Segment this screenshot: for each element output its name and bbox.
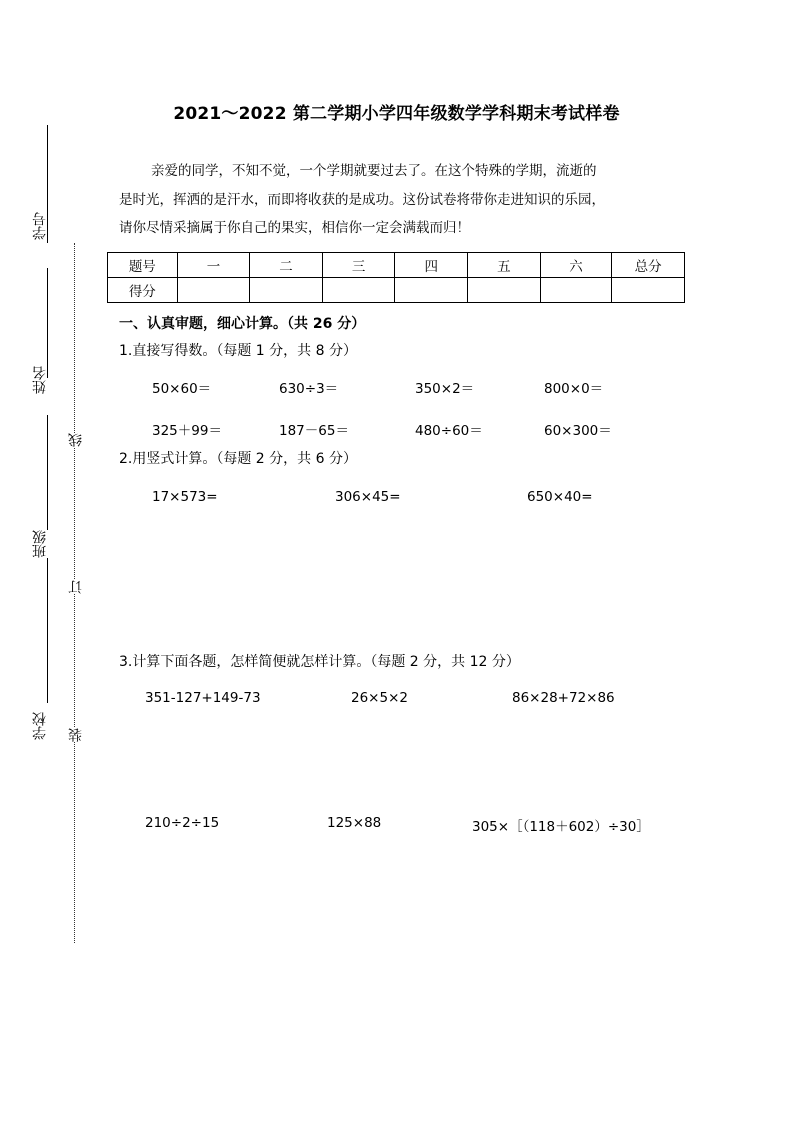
score-cell[interactable] — [468, 278, 541, 303]
score-table-score-row — [108, 278, 685, 303]
intro-line-2: 是时光，挥洒的是汗水，而即将收获的是成功。这份试卷将带你走进知识的乐园， — [119, 192, 605, 208]
intro-line-1: 亲爱的同学，不知不觉，一个学期就要过去了。在这个特殊的学期，流逝的 — [151, 163, 597, 179]
problem: 306×45= — [335, 489, 401, 505]
class-line — [47, 415, 48, 530]
score-cell[interactable] — [177, 278, 250, 303]
problem: 187－65＝ — [279, 423, 349, 439]
problem: 325＋99＝ — [152, 423, 222, 439]
section-1-title: 一、认真审题，细心计算。（共 26 分） — [119, 316, 366, 332]
intro-line-3: 请你尽情采摘属于你自己的果实，相信你一定会满载而归！ — [119, 220, 470, 236]
question-3-title: 3.计算下面各题，怎样简便就怎样计算。（每题 2 分，共 12 分） — [119, 654, 520, 670]
problem: 86×28+72×86 — [512, 690, 615, 706]
score-cell[interactable] — [322, 278, 395, 303]
name-label: 姓名 — [32, 366, 48, 394]
question-1-title: 1.直接写得数。（每题 1 分，共 8 分） — [119, 343, 357, 359]
score-row-label: 得分 — [108, 278, 178, 303]
page-title: 2021～2022 第二学期小学四年级数学学科期末考试样卷 — [173, 104, 620, 124]
score-table — [107, 252, 685, 303]
table-header: 一 — [177, 253, 250, 278]
score-table-header-row — [108, 253, 685, 278]
class-label: 班级 — [32, 530, 48, 558]
table-header: 二 — [250, 253, 323, 278]
table-header: 总分 — [612, 253, 685, 278]
question-2-title: 2.用竖式计算。（每题 2 分，共 6 分） — [119, 451, 357, 467]
problem: 210÷2÷15 — [145, 815, 220, 831]
school-line — [47, 558, 48, 703]
problem: 26×5×2 — [351, 690, 408, 706]
score-cell[interactable] — [250, 278, 323, 303]
name-line — [47, 268, 48, 378]
problem: 125×88 — [327, 815, 382, 831]
problem: 350×2＝ — [415, 381, 475, 397]
problem: 650×40= — [527, 489, 593, 505]
table-header: 三 — [322, 253, 395, 278]
table-header: 六 — [540, 253, 612, 278]
problem: 60×300＝ — [544, 423, 612, 439]
table-header: 四 — [395, 253, 468, 278]
table-header: 五 — [468, 253, 541, 278]
problem: 50×60＝ — [152, 381, 212, 397]
problem: 305×［（118＋602）÷30］ — [472, 819, 650, 835]
score-cell[interactable] — [612, 278, 685, 303]
school-label: 学校 — [32, 712, 48, 740]
problem: 351-127+149-73 — [145, 690, 261, 706]
score-cell[interactable] — [540, 278, 612, 303]
table-header: 题号 — [108, 253, 178, 278]
problem: 480÷60＝ — [415, 423, 483, 439]
problem: 630÷3＝ — [279, 381, 339, 397]
problem: 17×573= — [152, 489, 218, 505]
binding-word-bind: 装 — [68, 728, 84, 742]
binding-word-order: 订 — [68, 580, 84, 594]
problem: 800×0＝ — [544, 381, 604, 397]
score-cell[interactable] — [395, 278, 468, 303]
binding-word-line: 线 — [68, 433, 84, 447]
student-id-label: 学号 — [32, 212, 48, 240]
